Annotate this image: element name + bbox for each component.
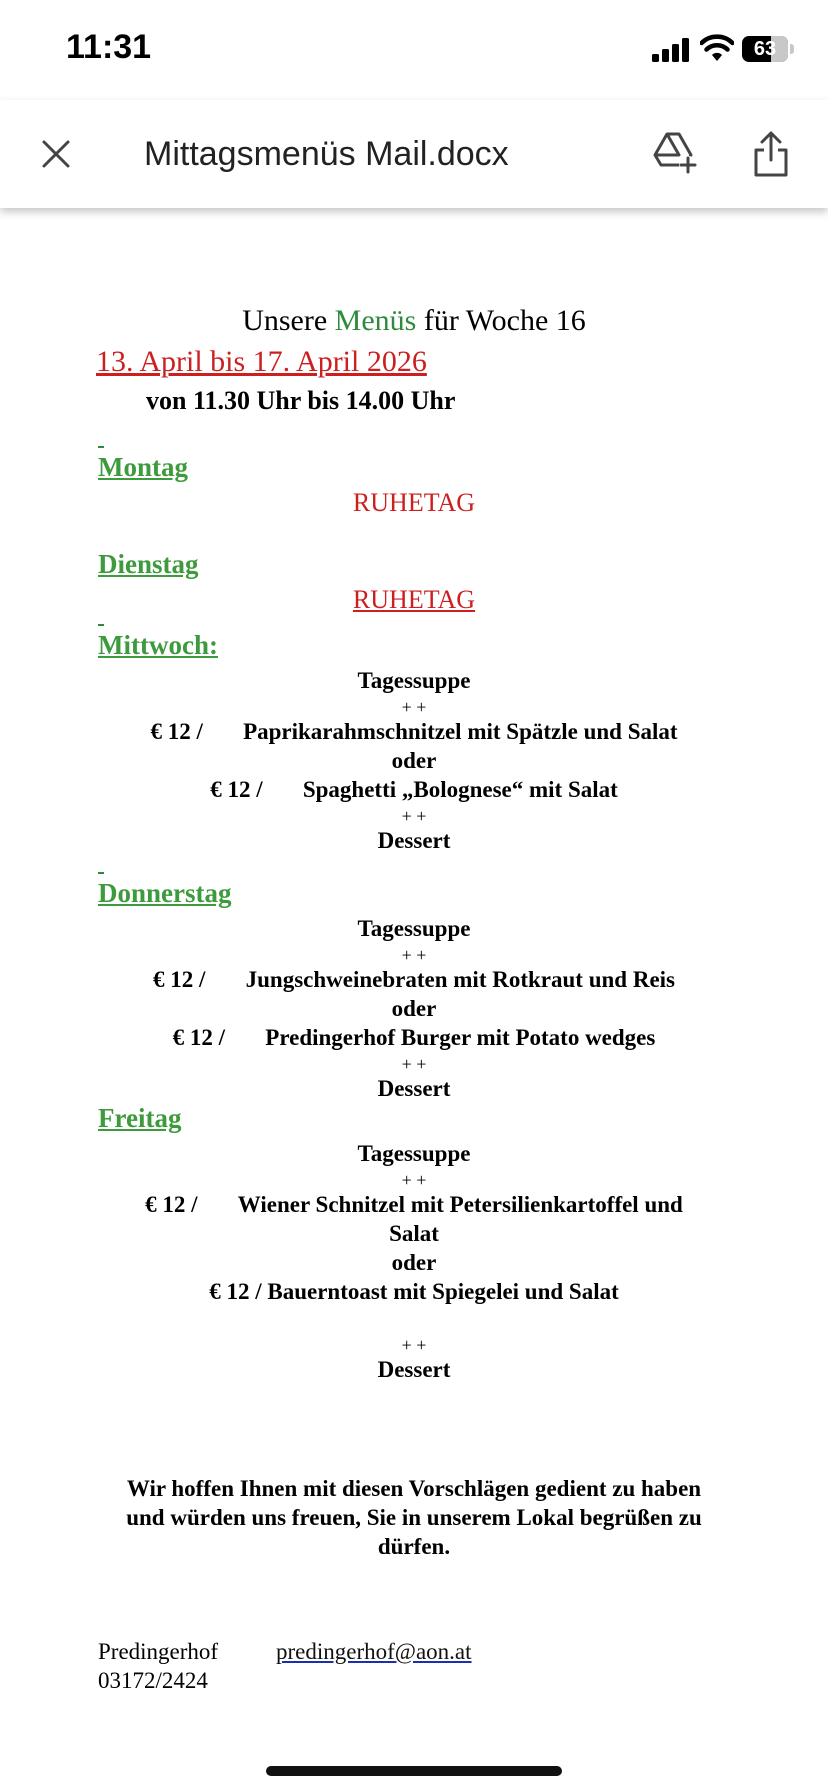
- closing-text-line-1: Wir hoffen Ihnen mit diesen Vorschlägen gedient zu haben: [126, 1476, 702, 1501]
- app-header: [0, 100, 828, 208]
- thursday-plus-1: + +: [401, 945, 427, 965]
- footer-phone: 03172/2424: [98, 1668, 208, 1693]
- day-thursday: Donnerstag: [98, 878, 232, 908]
- status-bar: [0, 0, 828, 100]
- thursday-soup: Tagessuppe: [357, 916, 471, 941]
- wifi-icon: [700, 34, 734, 62]
- day-tuesday: Dienstag: [98, 549, 199, 579]
- share-icon: [753, 130, 789, 178]
- status-time: 11:31: [66, 28, 152, 66]
- heading-text-1: Unsere: [242, 304, 335, 337]
- thursday-dish-2: [0, 1025, 828, 1051]
- home-indicator[interactable]: [266, 1766, 562, 1776]
- day-monday: Montag: [98, 452, 188, 482]
- battery-icon: [742, 36, 794, 62]
- thursday-dessert: Dessert: [377, 1076, 451, 1101]
- wednesday-dish-1-name: Paprikarahmschnitzel mit Spätzle und Salat: [243, 719, 678, 744]
- wednesday-dessert: Dessert: [377, 828, 451, 853]
- wednesday-or: oder: [391, 748, 437, 773]
- day-friday: Freitag: [98, 1103, 182, 1133]
- menu-heading: [0, 304, 828, 338]
- closing-text-line-2: und würden uns freuen, Sie in unserem Lokal begrüßen zu: [126, 1505, 702, 1530]
- thursday-or: oder: [391, 996, 437, 1021]
- heading-text-menus: Menüs: [334, 304, 417, 337]
- footer-name: Predingerhof: [98, 1639, 219, 1664]
- friday-dish-1: [0, 1192, 828, 1218]
- closing-text-line-3: dürfen.: [377, 1534, 451, 1559]
- friday-plus-1: + +: [401, 1170, 427, 1190]
- opening-hours: von 11.30 Uhr bis 14.00 Uhr: [146, 386, 456, 415]
- wednesday-dish-2: [0, 777, 828, 803]
- friday-or: oder: [391, 1250, 437, 1275]
- thursday-dish-1-name: Jungschweinebraten mit Rotkraut und Reis: [245, 967, 675, 992]
- share-button[interactable]: [746, 126, 796, 182]
- day-wednesday: Mittwoch:: [98, 630, 218, 660]
- friday-plus-2: + +: [401, 1335, 427, 1355]
- date-range: 13. April bis 17. April 2026: [96, 345, 427, 378]
- heading-text-2: für Woche 16: [416, 304, 586, 337]
- thursday-dish-2-name: Predingerhof Burger mit Potato wedges: [265, 1025, 656, 1050]
- monday-closed-note: RUHETAG: [352, 488, 476, 517]
- wednesday-plus-2: + +: [401, 806, 427, 826]
- footer-email-link[interactable]: predingerhof@aon.at: [276, 1639, 472, 1664]
- add-to-drive-button[interactable]: [648, 126, 702, 180]
- thursday-dish-2-price: € 12 /: [172, 1025, 226, 1050]
- battery-level: 63: [753, 38, 777, 60]
- cellular-signal-icon: [652, 38, 692, 62]
- friday-dish-1-price: € 12 /: [145, 1192, 198, 1217]
- thursday-dish-1: [0, 967, 828, 993]
- friday-dish-2: € 12 / Bauerntoast mit Spiegelei und Salat: [209, 1279, 619, 1304]
- wednesday-dish-1: [0, 719, 828, 745]
- wednesday-plus-1: + +: [401, 697, 427, 717]
- wednesday-dish-1-price: € 12 /: [150, 719, 203, 744]
- friday-dish-1-continued: Salat: [389, 1221, 439, 1246]
- document-title: Mittagsmenüs Mail.docx: [144, 135, 509, 173]
- friday-dish-1-name: Wiener Schnitzel mit Petersilienkartoffel und: [237, 1192, 683, 1217]
- thursday-plus-2: + +: [401, 1054, 427, 1074]
- wednesday-dish-2-name: Spaghetti „Bolognese“ mit Salat: [302, 777, 618, 802]
- document-page: [0, 208, 828, 1768]
- thursday-dish-1-price: € 12 /: [152, 967, 206, 992]
- close-icon: [41, 139, 71, 169]
- friday-dessert: Dessert: [377, 1357, 451, 1382]
- close-button[interactable]: [32, 130, 80, 178]
- tuesday-closed-note: RUHETAG: [352, 585, 476, 614]
- add-to-drive-icon: [651, 131, 699, 175]
- friday-soup: Tagessuppe: [357, 1141, 471, 1166]
- wednesday-dish-2-price: € 12 /: [210, 777, 263, 802]
- wednesday-soup: Tagessuppe: [357, 668, 471, 693]
